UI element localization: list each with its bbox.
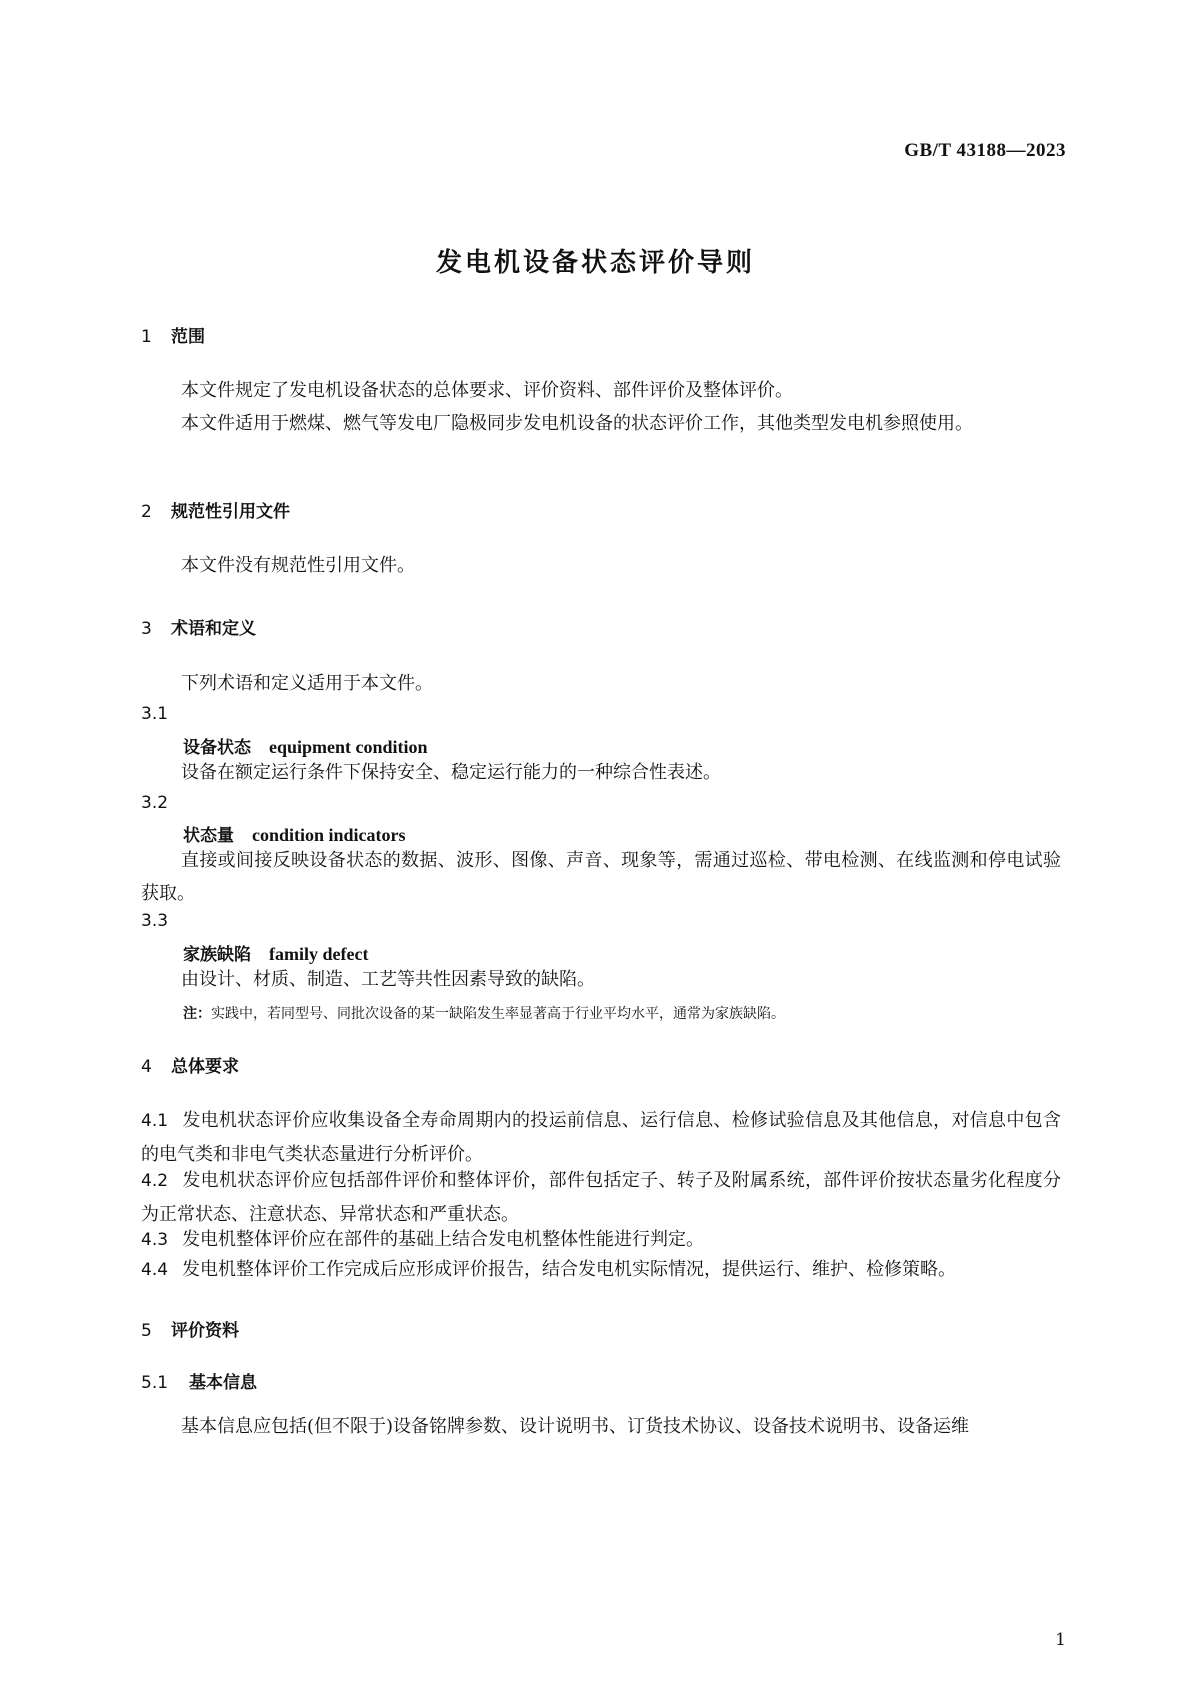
term-definition: 由设计、材质、制造、工艺等共性因素导致的缺陷。	[181, 969, 595, 990]
term-title	[183, 733, 428, 758]
requirement-number: 4.4	[141, 1260, 169, 1280]
subsection-5-1-paragraph: 基本信息应包括(但不限于)设备铭牌参数、设计说明书、订货技术协议、设备技术说明书、设备运维	[181, 1416, 970, 1437]
term-number: 3.2	[141, 793, 169, 813]
section-1-paragraph-1: 本文件规定了发电机设备状态的总体要求、评价资料、部件评价及整体评价。	[181, 380, 793, 401]
term-title	[183, 940, 368, 965]
section-number: 2	[141, 502, 152, 522]
requirement-text: 发电机状态评价应包括部件评价和整体评价，部件包括定子、转子及附属系统，部件评价按状态量劣化程度分为正常状态、注意状态、异常状态和严重状态。	[141, 1170, 1061, 1225]
subsection-5-1-heading	[141, 1368, 257, 1393]
requirement-text: 发电机整体评价应在部件的基础上结合发电机整体性能进行判定。	[182, 1229, 705, 1250]
term-english: equipment condition	[269, 737, 428, 757]
page-number: 1	[1055, 1630, 1066, 1650]
requirement-text: 发电机整体评价工作完成后应形成评价报告，结合发电机实际情况，提供运行、维护、检修策略。	[182, 1259, 957, 1280]
requirement-number: 4.1	[141, 1111, 169, 1131]
term-definition: 设备在额定运行条件下保持安全、稳定运行能力的一种综合性表述。	[181, 762, 721, 783]
term-definition: 直接或间接反映设备状态的数据、波形、图像、声音、现象等，需通过巡检、带电检测、在线监测和停电试验获取。	[141, 850, 1061, 904]
section-title: 范围	[171, 327, 205, 347]
section-title: 总体要求	[171, 1057, 239, 1077]
section-4-heading	[141, 1052, 239, 1077]
note-text: 实践中，若同型号、同批次设备的某一缺陷发生率显著高于行业平均水平，通常为家族缺陷。	[211, 1006, 785, 1022]
term-english: condition indicators	[252, 825, 406, 845]
document-title: 发电机设备状态评价导则	[435, 248, 755, 278]
note-label: 注：	[183, 1006, 211, 1022]
requirement-number: 4.3	[141, 1230, 169, 1250]
requirement-item	[141, 1253, 1061, 1287]
section-3-heading	[141, 614, 256, 639]
section-1-paragraph-2: 本文件适用于燃煤、燃气等发电厂隐极同步发电机设备的状态评价工作，其他类型发电机参照使用。	[181, 413, 973, 434]
requirement-item	[141, 1164, 1061, 1231]
section-title: 评价资料	[171, 1321, 239, 1341]
requirement-item	[141, 1223, 1061, 1257]
term-chinese: 家族缺陷	[183, 945, 251, 965]
section-5-heading	[141, 1316, 239, 1341]
term-note	[183, 1003, 785, 1023]
term-number: 3.1	[141, 704, 169, 724]
subsection-title: 基本信息	[189, 1373, 257, 1393]
requirement-number: 4.2	[141, 1171, 169, 1191]
standard-code: GB/T 43188—2023	[904, 140, 1066, 161]
section-number: 4	[141, 1057, 152, 1077]
section-number: 1	[141, 327, 152, 347]
section-3-paragraph-1: 下列术语和定义适用于本文件。	[181, 673, 433, 694]
requirement-text: 发电机状态评价应收集设备全寿命周期内的投运前信息、运行信息、检修试验信息及其他信息，对信息中包含的电气类和非电气类状态量进行分析评价。	[141, 1110, 1061, 1165]
section-1-heading	[141, 322, 205, 347]
requirement-item	[141, 1104, 1061, 1171]
term-number: 3.3	[141, 911, 169, 931]
section-2-heading	[141, 497, 290, 522]
section-number: 5	[141, 1321, 152, 1341]
term-english: family defect	[269, 944, 369, 964]
section-title: 规范性引用文件	[171, 502, 290, 522]
section-title: 术语和定义	[171, 619, 256, 639]
term-chinese: 设备状态	[183, 738, 251, 758]
term-title	[183, 821, 406, 846]
section-number: 3	[141, 619, 152, 639]
section-2-paragraph-1: 本文件没有规范性引用文件。	[181, 555, 415, 576]
term-chinese: 状态量	[183, 826, 234, 846]
subsection-number: 5.1	[141, 1373, 169, 1393]
